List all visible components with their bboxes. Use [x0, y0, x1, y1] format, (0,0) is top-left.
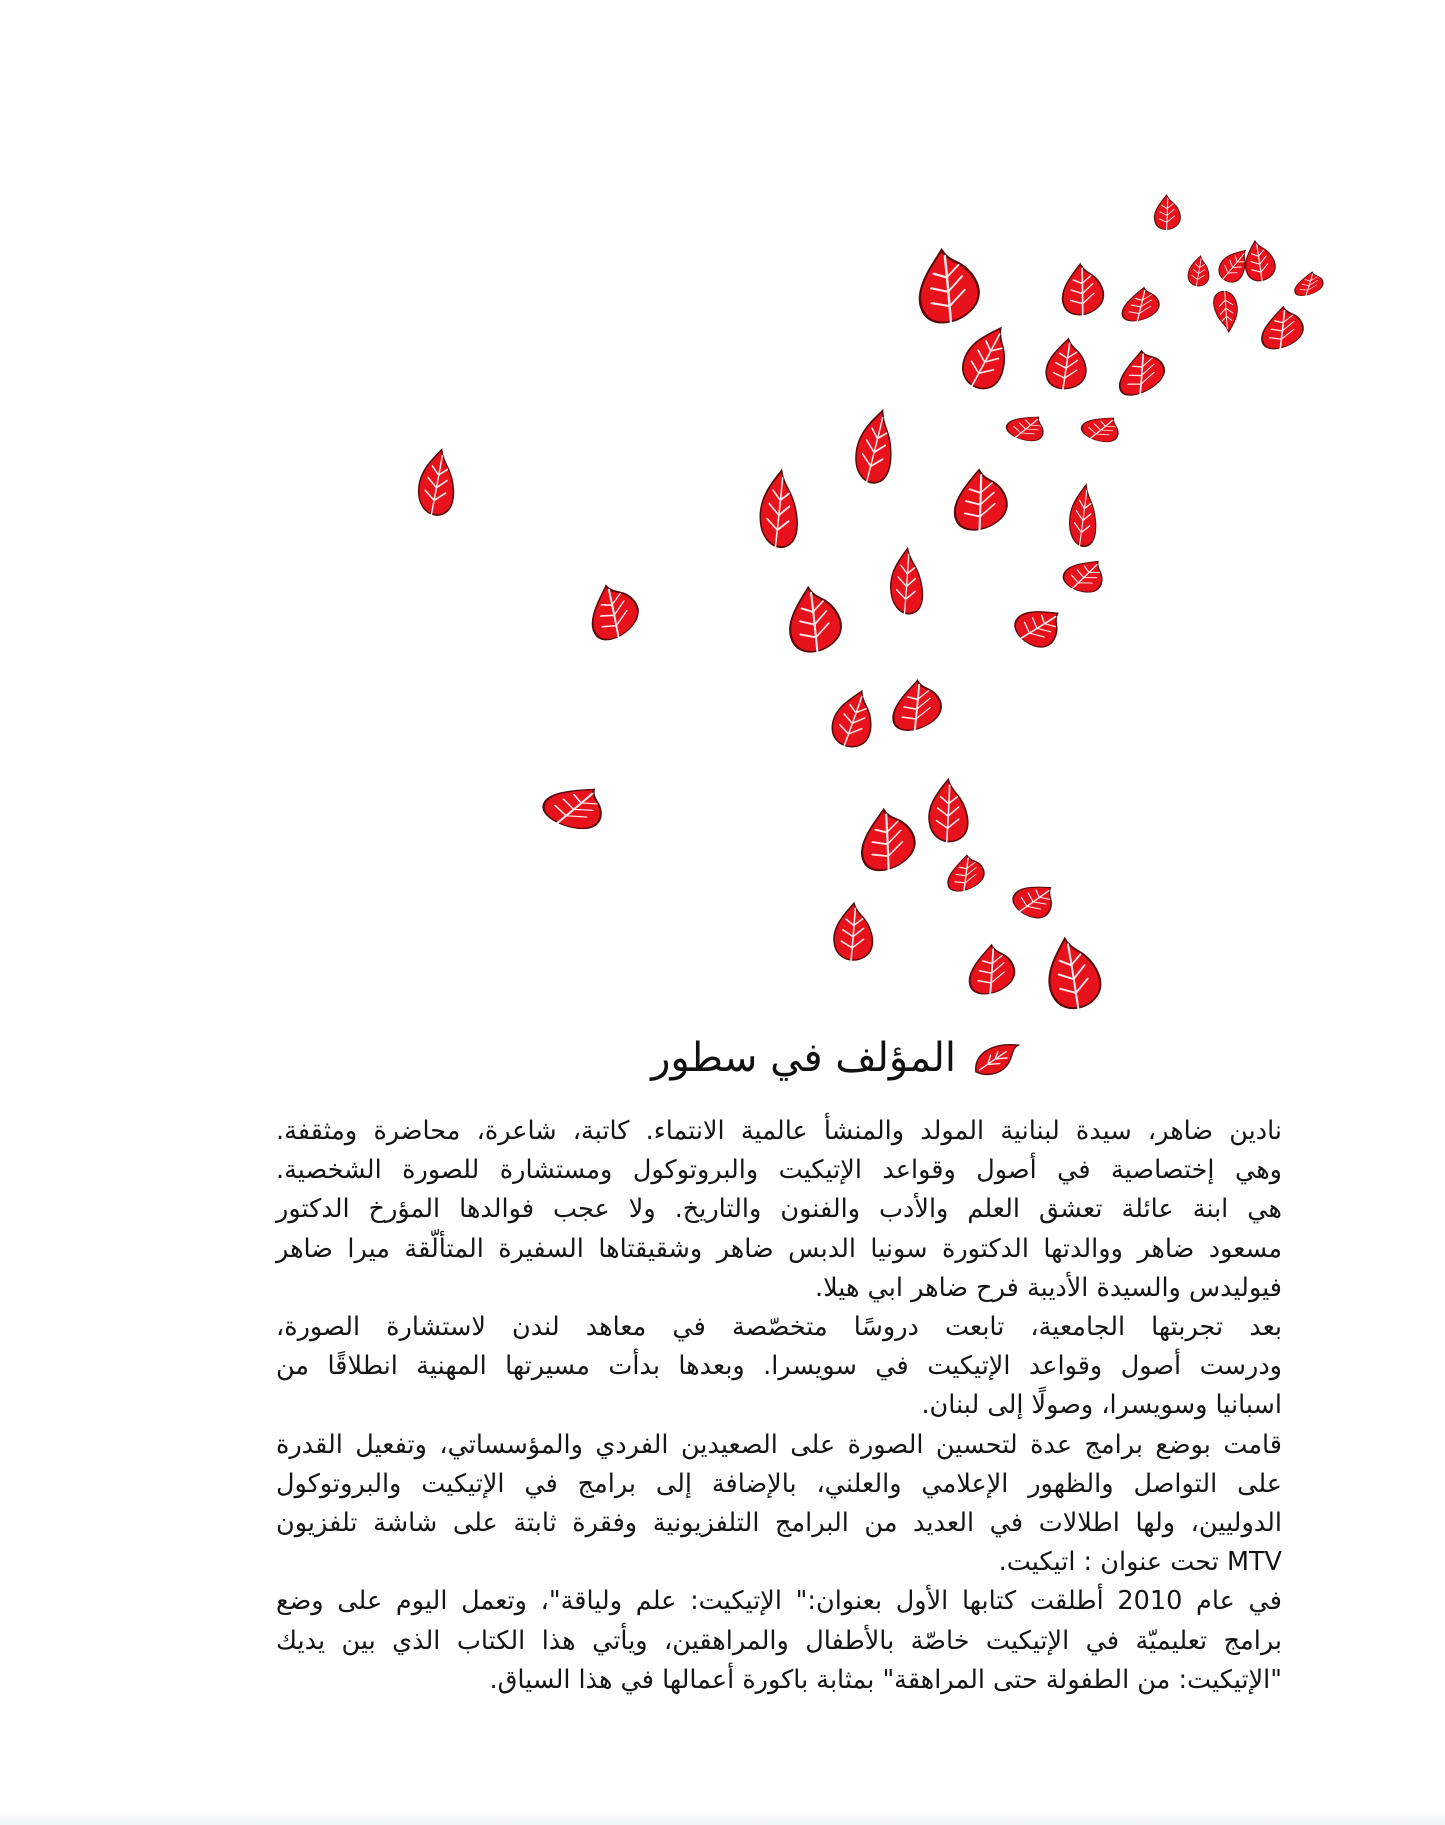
leaf-icon	[1063, 483, 1099, 551]
leaf-icon	[935, 463, 1017, 544]
bio-line: MTV تحت عنوان : اتيكيت.	[998, 1547, 1282, 1578]
leaf-icon	[1075, 409, 1123, 447]
bio-line: الدوليين، ولها اطلالات في العديد من البرامج التلفزيونية وفقرة ثابتة على شاشة تلفزيون	[276, 1508, 1282, 1539]
leaf-icon	[1112, 283, 1164, 328]
bio-line: ودرست أصول وقواعد الإتيكيت في سويسرا. وبعدها بدأت مسيرتها المهنية انطلاقًا من	[276, 1351, 1282, 1382]
bio-line: "الإتيكيت: من الطفولة حتى المراهقة" بمثابة باكورة أعمالها في هذا السياق.	[489, 1664, 1282, 1695]
bio-line: وهي إختصاصية في أصول وقواعد الإتيكيت والبروتوكول ومستشارة للصورة الشخصية.	[276, 1155, 1282, 1186]
leaf-icon	[821, 899, 879, 968]
leaf-icon	[1056, 552, 1108, 598]
leaf-icon	[571, 576, 649, 653]
leaf-icon	[1004, 594, 1068, 656]
leaf-icon	[1145, 192, 1186, 236]
leaf-icon	[1208, 285, 1247, 335]
leaf-icon	[533, 775, 609, 837]
bio-line: على التواصل والظهور الإعلامي والعلني، بالإضافة إلى برامج في الإتيكيت والبروتوكول	[276, 1468, 1282, 1499]
leaf-icon	[852, 409, 892, 487]
leaf-icon	[877, 674, 950, 742]
leaf-icon	[749, 467, 802, 554]
page-edge	[0, 1811, 1445, 1825]
leaf-icon	[1104, 344, 1172, 407]
leaf-icon	[954, 321, 1011, 396]
bio-line: فيوليدس والسيدة الأديبة فرح ضاهر ابي هيلا.	[814, 1272, 1282, 1303]
author-bio	[276, 1112, 1282, 1700]
leaf-icon	[1182, 254, 1211, 290]
bio-line: برامج تعليميّة في الإتيكيت خاصّة بالأطفال والمراهقين، ويأتي هذا الكتاب الذي بين يديك	[276, 1625, 1282, 1656]
leaf-icon	[880, 545, 928, 620]
leaf-icon	[828, 690, 872, 750]
leaf-icon	[936, 850, 990, 899]
leaf-icon	[1046, 258, 1111, 325]
leaf-icon	[953, 939, 1022, 1005]
leaf-icon	[1025, 930, 1112, 1023]
bio-line: اسبانيا وسويسرا، وصولًا إلى لبنان.	[921, 1390, 1282, 1421]
bio-line: قامت بوضع برامج عدة لتحسين الصورة على الصعيدين الفردي والمؤسساتي، وتفعيل القدرة	[276, 1429, 1282, 1460]
leaf-icon	[1034, 335, 1092, 397]
bio-line: هي ابنة عائلة تعشق العلم والأدب والفنون والتاريخ. ولا عجب فوالدها المؤرخ الدكتور	[276, 1194, 1282, 1225]
bio-line: مسعود ضاهر ووالدتها الدكتورة سونيا الدبس ضاهر وشقيقتاها السفيرة المتألّقة ميرا ضاهر	[276, 1233, 1282, 1264]
leaf-icon	[1004, 872, 1060, 925]
leaf-icon	[1287, 269, 1326, 301]
leaf-icon	[411, 447, 457, 520]
leaf-icon	[1248, 301, 1310, 358]
bio-line: نادين ضاهر، سيدة لبنانية المولد والمنشأ عالمية الانتماء. كاتبة، شاعرة، محاضرة ومثقفة.	[276, 1116, 1282, 1146]
leaf-icon	[768, 579, 853, 666]
bio-line: في عام 2010 أطلقت كتابها الأول بعنوان:" الإتيكيت: علم ولياقة"، وتعمل اليوم على وضع	[276, 1586, 1282, 1617]
leaf-bullet-icon	[974, 1039, 1020, 1077]
leaf-icon	[840, 801, 925, 885]
bio-line: بعد تجربتها الجامعية، تابعت دروسًا متخصّصة في معاهد لندن لاستشارة الصورة،	[276, 1312, 1282, 1343]
page-title: المؤلف في سطور	[651, 1035, 956, 1081]
section-heading	[560, 1028, 1020, 1088]
leaf-icon	[915, 775, 975, 850]
leaf-icon	[1000, 408, 1048, 446]
